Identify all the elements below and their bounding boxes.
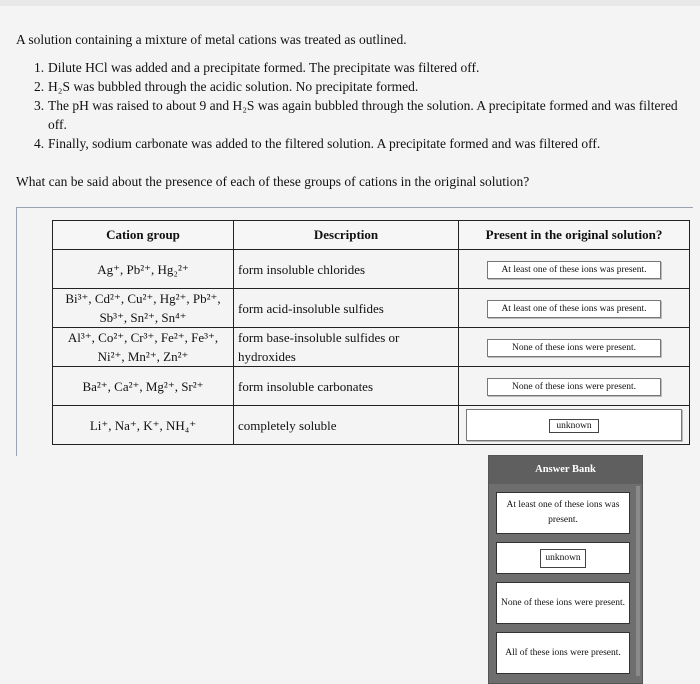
answer-bank-scrollbar[interactable] — [636, 486, 640, 676]
question-text: What can be said about the presence of each of these groups of cations in the original solution? — [16, 174, 530, 189]
table-row — [53, 406, 690, 445]
answer-chip[interactable]: At least one of these ions was present. — [487, 300, 661, 318]
top-strip — [0, 0, 700, 6]
answer-drop-target[interactable] — [459, 367, 690, 406]
answer-chip-holder[interactable] — [466, 409, 682, 441]
table-row — [53, 367, 690, 406]
answer-bank-item[interactable] — [496, 632, 630, 674]
answer-bank-label: All of these ions were present. — [505, 647, 621, 658]
answer-chip[interactable]: At least one of these ions was present. — [487, 261, 661, 279]
step-text: H₂S was bubbled through the acidic solution. No precipitate formed. — [48, 79, 419, 94]
intro-text: A solution containing a mixture of metal cations was treated as outlined. — [16, 32, 407, 47]
step-3 — [34, 96, 684, 134]
step-number: 2. — [34, 79, 45, 94]
answer-bank-item[interactable] — [496, 492, 630, 534]
answer-drop-target[interactable] — [459, 289, 690, 328]
step-text: Dilute HCl was added and a precipitate formed. The precipitate was filtered off. — [48, 60, 480, 75]
step-4 — [34, 134, 684, 153]
answer-chip[interactable]: unknown — [549, 419, 598, 433]
answer-chip[interactable]: None of these ions were present. — [487, 378, 661, 396]
answer-drop-target[interactable] — [459, 328, 690, 367]
header-cation-group: Cation group — [53, 221, 234, 250]
answer-chip[interactable]: None of these ions were present. — [487, 339, 661, 357]
step-number: 1. — [34, 60, 45, 75]
answer-bank-title: Answer Bank — [489, 456, 642, 484]
cation-list: Ag⁺, Pb²⁺, Hg₂²⁺ — [53, 250, 234, 289]
answer-bank — [488, 455, 643, 684]
table-row — [53, 250, 690, 289]
table-row — [53, 289, 690, 328]
answer-bank-label: None of these ions were present. — [501, 597, 625, 608]
header-description: Description — [234, 221, 459, 250]
cation-list: Al³⁺, Co²⁺, Cr³⁺, Fe²⁺, Fe³⁺, Ni²⁺, Mn²⁺, Zn²⁺ — [53, 328, 234, 367]
step-2 — [34, 77, 684, 96]
group-description: form acid-insoluble sulfides — [234, 289, 459, 328]
group-description: form insoluble chlorides — [234, 250, 459, 289]
cation-list: Bi³⁺, Cd²⁺, Cu²⁺, Hg²⁺, Pb²⁺, Sb³⁺, Sn²⁺, Sn⁴⁺ — [53, 289, 234, 328]
group-description: form base-insoluble sulfides or hydroxides — [234, 328, 459, 367]
answer-bank-label: At least one of these ions was present. — [506, 500, 620, 525]
cation-list: Ba²⁺, Ca²⁺, Mg²⁺, Sr²⁺ — [53, 367, 234, 406]
cation-list: Li⁺, Na⁺, K⁺, NH₄⁺ — [53, 406, 234, 445]
answer-bank-label: unknown — [540, 549, 585, 568]
table-header-row — [53, 221, 690, 250]
answer-drop-target[interactable] — [459, 406, 690, 445]
step-text: The pH was raised to about 9 and H₂S was again bubbled through the solution. A precipitate formed and was filtered off. — [48, 98, 678, 132]
step-1 — [34, 58, 684, 77]
answer-drop-target[interactable] — [459, 250, 690, 289]
answer-bank-item[interactable] — [496, 582, 630, 624]
step-text: Finally, sodium carbonate was added to the filtered solution. A precipitate formed and was filtered off. — [48, 136, 601, 151]
group-description: completely soluble — [234, 406, 459, 445]
step-number: 3. — [34, 98, 45, 113]
header-present: Present in the original solution? — [459, 221, 690, 250]
step-number: 4. — [34, 136, 45, 151]
table-row — [53, 328, 690, 367]
answer-bank-item[interactable] — [496, 542, 630, 574]
step-list — [34, 58, 684, 153]
group-description: form insoluble carbonates — [234, 367, 459, 406]
cation-group-table — [52, 220, 690, 445]
